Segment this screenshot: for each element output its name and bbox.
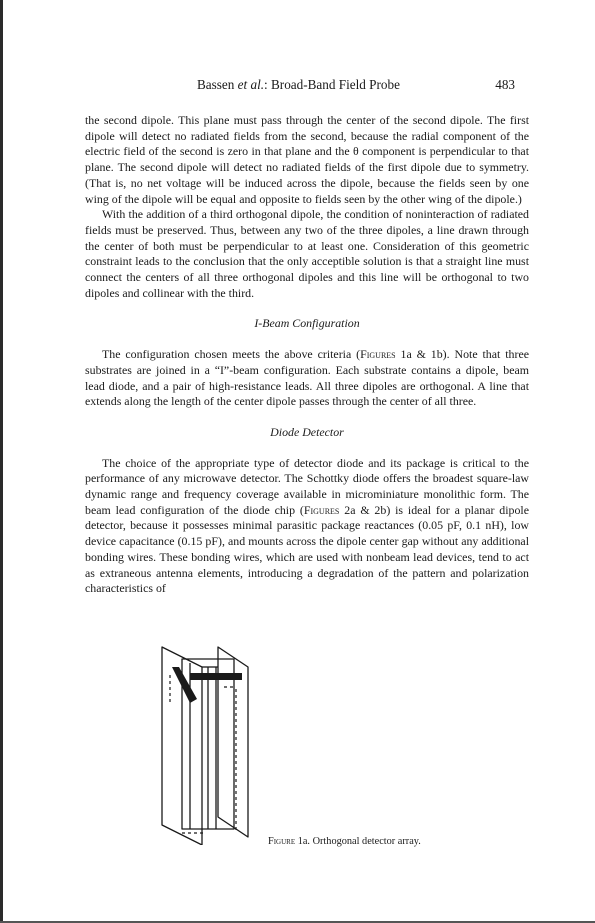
caption-text: 1a. Orthogonal detector array.: [295, 836, 421, 847]
paragraph-4-figure-ref: Figures: [303, 502, 340, 517]
paragraph-3-part-a: The configuration chosen meets the above criteria (: [102, 347, 361, 362]
dipole-diagonal: [172, 667, 197, 703]
page-number: 483: [495, 77, 515, 92]
paragraph-3-part-b: 1a & 1b). Note that three substrates are joined in a “I”-beam configuration. Each substrate contains a dipole, beam lead diode, and a pair of high-resistance leads. All three dipoles are orthogonal. A line that extends along the length of the center dipole passes through the center of all three.: [85, 347, 529, 409]
paragraph-2: With the addition of a third orthogonal dipole, the condition of noninteraction of radiated fields must be preserved. Thus, between any two of the three dipoles, a line drawn through the center of both must be perpendicular to at least one. Consideration of this geometric constraint leads to the conclusion that the only acceptible solution is that a straight line must connect the centers of all three orthogonal dipoles and this line will be orthogonal to two dipoles and collinear with the third.: [85, 207, 529, 300]
caption-label: Figure: [268, 836, 296, 847]
paragraph-1: the second dipole. This plane must pass through the center of the second dipole. The first dipole will detect no radiated fields from the second, because the radial component of the electric field of the second is zero in that plane and the θ component is perpendicular to that plane. The second dipole will detect no radiated fields of the first dipole due to symmetry. (That is, no net voltage will be induced across the dipole, because the fields seen by one wing of the dipole will be equal and opposite to fields seen by the other wing of the dipole.): [85, 113, 529, 206]
header-author: Bassen: [197, 77, 235, 92]
header-etal: et al.: [237, 77, 265, 92]
page-scan-edge-left: [0, 0, 3, 923]
article-body: [85, 113, 529, 597]
dipole-horizontal: [190, 673, 242, 680]
figure-1a-caption: [268, 836, 421, 847]
header-title-rest: : Broad-Band Field Probe: [264, 77, 400, 92]
figure-1a: [160, 645, 260, 845]
section-heading-ibeam: I-Beam Configuration: [254, 316, 360, 331]
paragraph-3: [85, 347, 529, 410]
running-title: [197, 77, 400, 93]
orthogonal-detector-array-drawing: [160, 645, 260, 845]
paragraph-4: [85, 456, 529, 597]
paragraph-3-figure-ref: Figures: [360, 347, 396, 362]
paragraph-4-part-a: The choice of the appropriate type of detector diode and its package is critical to the performance of any microwave detector. The Schottky diode offers the broadest square-law dynamic range and frequency coverage available in microminiature monolithic form. The beam lead configuration of the diode chip (: [85, 455, 529, 517]
section-heading-diode: Diode Detector: [270, 424, 344, 439]
paragraph-4-part-b: 2a & 2b) is ideal for a planar dipole detector, because it possesses minimal parasitic package reactances (0.05 pF, 0.1 nH), low device capacitance (0.15 pF), and mounts across the dipole center gap without any additional bonding wires. These bonding wires, which are used with nonbeam lead devices, tend to act as extraneous antenna elements, introducing a degradation of the pattern and polarization characteristics of: [85, 502, 530, 596]
